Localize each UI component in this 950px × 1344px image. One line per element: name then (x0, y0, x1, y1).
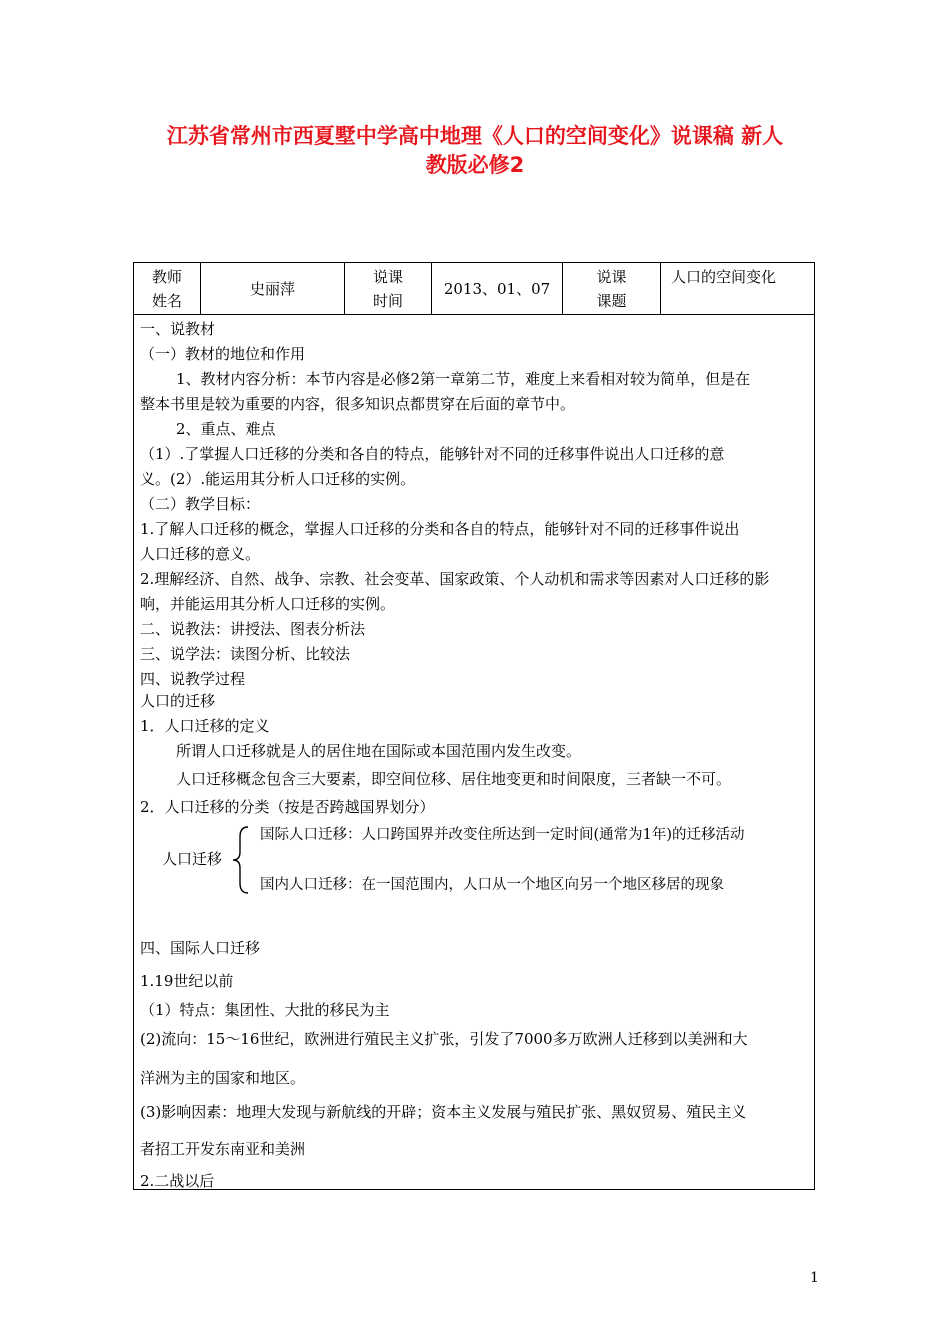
time-label-1: 说课 (372, 267, 403, 286)
text-line: (2)流向：15～16世纪，欧洲进行殖民主义扩张，引发了7000多万欧洲人迁移到以美洲和大 (140, 1030, 748, 1048)
title-line-2: 教版必修2 (425, 153, 525, 177)
text-line: 2.二战以后 (140, 1172, 215, 1190)
teacher-label-2: 姓名 (151, 291, 182, 310)
text-line: 响，并能运用其分析人口迁移的实例。 (140, 595, 396, 613)
text-line: 义。(2）.能运用其分析人口迁移的实例。 (140, 470, 416, 488)
domestic-migration: 国内人口迁移：在一国范围内，人口从一个地区向另一个地区移居的现象 (260, 877, 724, 893)
time-label-2: 时间 (372, 291, 403, 310)
text-line: 一、说教材 (140, 320, 216, 338)
text-line: 整本书里是较为重要的内容，很多知识点都贯穿在后面的章节中。 (140, 395, 576, 413)
text-line: 人口迁移概念包含三大要素，即空间位移、居住地变更和时间限度，三者缺一不可。 (176, 770, 732, 788)
teacher-label-1: 教师 (151, 267, 182, 286)
text-line: （1）特点：集团性、大批的移民为主 (140, 1001, 390, 1019)
time-label-cell (345, 263, 432, 314)
brace-icon (230, 825, 252, 895)
text-line: 1、教材内容分析：本节内容是必修2第一章第二节，难度上来看相对较为简单，但是在 (176, 370, 751, 388)
text-line: 四、国际人口迁移 (140, 939, 261, 957)
text-line: 所谓人口迁移就是人的居住地在国际或本国范围内发生改变。 (176, 742, 582, 760)
text-line: (3)影响因素：地理大发现与新航线的开辟；资本主义发展与殖民扩张、黑奴贸易、殖民主义 (140, 1103, 747, 1121)
page-number: 1 (810, 1270, 819, 1286)
text-line: （二）教学目标： (140, 495, 261, 513)
text-line: 1．人口迁移的定义 (140, 717, 270, 735)
teacher-label-cell (134, 263, 201, 314)
text-line: 2．人口迁移的分类（按是否跨越国界划分） (140, 798, 435, 816)
text-line: 2.理解经济、自然、战争、宗教、社会变革、国家政策、个人动机和需求等因素对人口迁移的影 (140, 570, 770, 588)
title-line-1: 江苏省常州市西夏墅中学高中地理《人口的空间变化》说课稿 新人 (166, 124, 784, 148)
teacher-name-cell: 史丽萍 (201, 263, 345, 314)
classification-label: 人口迁移 (162, 850, 223, 868)
text-line: 者招工开发东南亚和美洲 (140, 1140, 306, 1158)
topic-label-1: 说课 (596, 267, 627, 286)
text-line: 四、说教学过程 (140, 670, 246, 688)
text-line: 1.19世纪以前 (140, 972, 234, 990)
document-title (120, 122, 830, 180)
text-line: 三、说学法：读图分析、比较法 (140, 645, 351, 663)
date-cell: 2013、01、07 (432, 263, 563, 314)
text-line: （1）.了掌握人口迁移的分类和各自的特点，能够针对不同的迁移事件说出人口迁移的意 (140, 445, 725, 463)
text-line: 二、说教法：讲授法、图表分析法 (140, 620, 366, 638)
topic-label-2: 课题 (596, 291, 627, 310)
international-migration: 国际人口迁移：人口跨国界并改变住所达到一定时间(通常为1年)的迁移活动 (260, 827, 745, 843)
text-line: 人口的迁移 (140, 692, 216, 710)
topic-label-cell (563, 263, 661, 314)
text-line: 人口迁移的意义。 (140, 545, 261, 563)
text-line: 洋洲为主的国家和地区。 (140, 1069, 306, 1087)
lesson-table (133, 262, 815, 1190)
topic-cell: 人口的空间变化 (671, 268, 777, 286)
text-line: 2、重点、难点 (176, 420, 276, 438)
table-header-row (134, 263, 814, 315)
text-line: 1.了解人口迁移的概念，掌握人口迁移的分类和各自的特点，能够针对不同的迁移事件说出 (140, 520, 740, 538)
text-line: （一）教材的地位和作用 (140, 345, 306, 363)
